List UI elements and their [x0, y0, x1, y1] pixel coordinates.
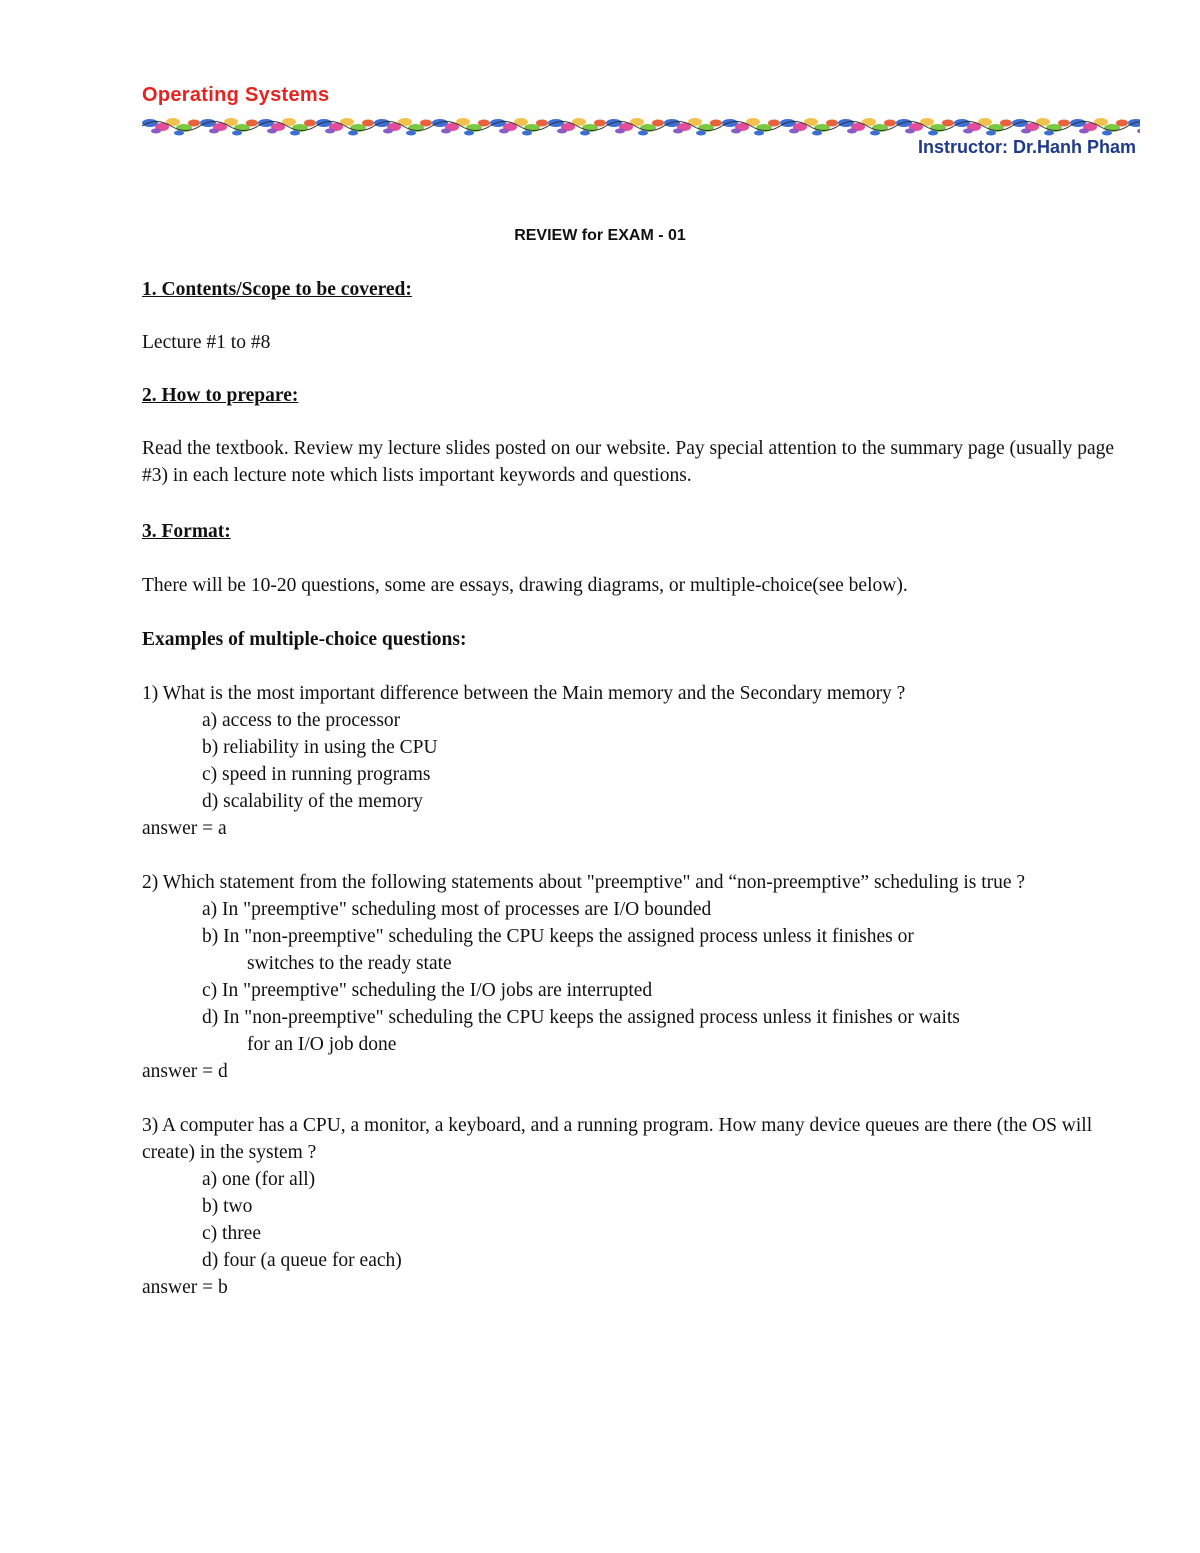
question-3-option-c: c) three [202, 1223, 261, 1244]
section-heading-prepare: 2. How to prepare: [142, 385, 299, 406]
question-3-answer: answer = b [142, 1277, 228, 1298]
document-body [142, 276, 1142, 1301]
section-heading-contents: 1. Contents/Scope to be covered: [142, 279, 412, 300]
examples-heading: Examples of multiple-choice questions: [142, 629, 467, 650]
question-2-option-c: c) In "preemptive" scheduling the I/O jobs are interrupted [202, 980, 653, 1001]
document-title: REVIEW for EXAM - 01 [514, 227, 686, 244]
question-1-option-a: a) access to the processor [202, 710, 401, 731]
question-1-option-d: d) scalability of the memory [202, 791, 423, 812]
question-3-option-d: d) four (a queue for each) [202, 1250, 402, 1271]
question-2-option-d: d) In "non-preemptive" scheduling the CPU keeps the assigned process unless it finishes or waits [202, 1007, 960, 1028]
question-1: 1) What is the most important difference between the Main memory and the Secondary memory ? [142, 683, 906, 704]
course-title: Operating Systems [142, 84, 330, 106]
section-body-contents: Lecture #1 to #8 [142, 332, 271, 353]
question-3: 3) A computer has a CPU, a monitor, a keyboard, and a running program. How many device queues are there (the OS will create) in the system ? [142, 1115, 1093, 1163]
question-2-option-b: b) In "non-preemptive" scheduling the CPU keeps the assigned process unless it finishes or [202, 926, 914, 947]
question-3-option-a: a) one (for all) [202, 1169, 316, 1190]
question-2-answer: answer = d [142, 1061, 228, 1082]
question-2: 2) Which statement from the following statements about "preemptive" and “non-preemptive” scheduling is true ? [142, 872, 1026, 893]
question-1-answer: answer = a [142, 818, 227, 839]
section-body-prepare: Read the textbook. Review my lecture slides posted on our website. Pay special attention to the summary page (usually page #3) in each lecture note which lists important keywords and questions. [142, 438, 1115, 486]
question-3-option-b: b) two [202, 1196, 253, 1217]
decorative-border-icon [142, 113, 1140, 139]
question-2-option-d-continued: for an I/O job done [247, 1034, 397, 1055]
question-1-option-b: b) reliability in using the CPU [202, 737, 438, 758]
section-body-format: There will be 10-20 questions, some are essays, drawing diagrams, or multiple-choice(see below). [142, 575, 908, 596]
question-2-option-b-continued: switches to the ready state [247, 953, 452, 974]
question-2-option-a: a) In "preemptive" scheduling most of processes are I/O bounded [202, 899, 712, 920]
section-heading-format: 3. Format: [142, 521, 231, 542]
instructor-name: Instructor: Dr.Hanh Pham [917, 137, 1136, 157]
question-1-option-c: c) speed in running programs [202, 764, 431, 785]
